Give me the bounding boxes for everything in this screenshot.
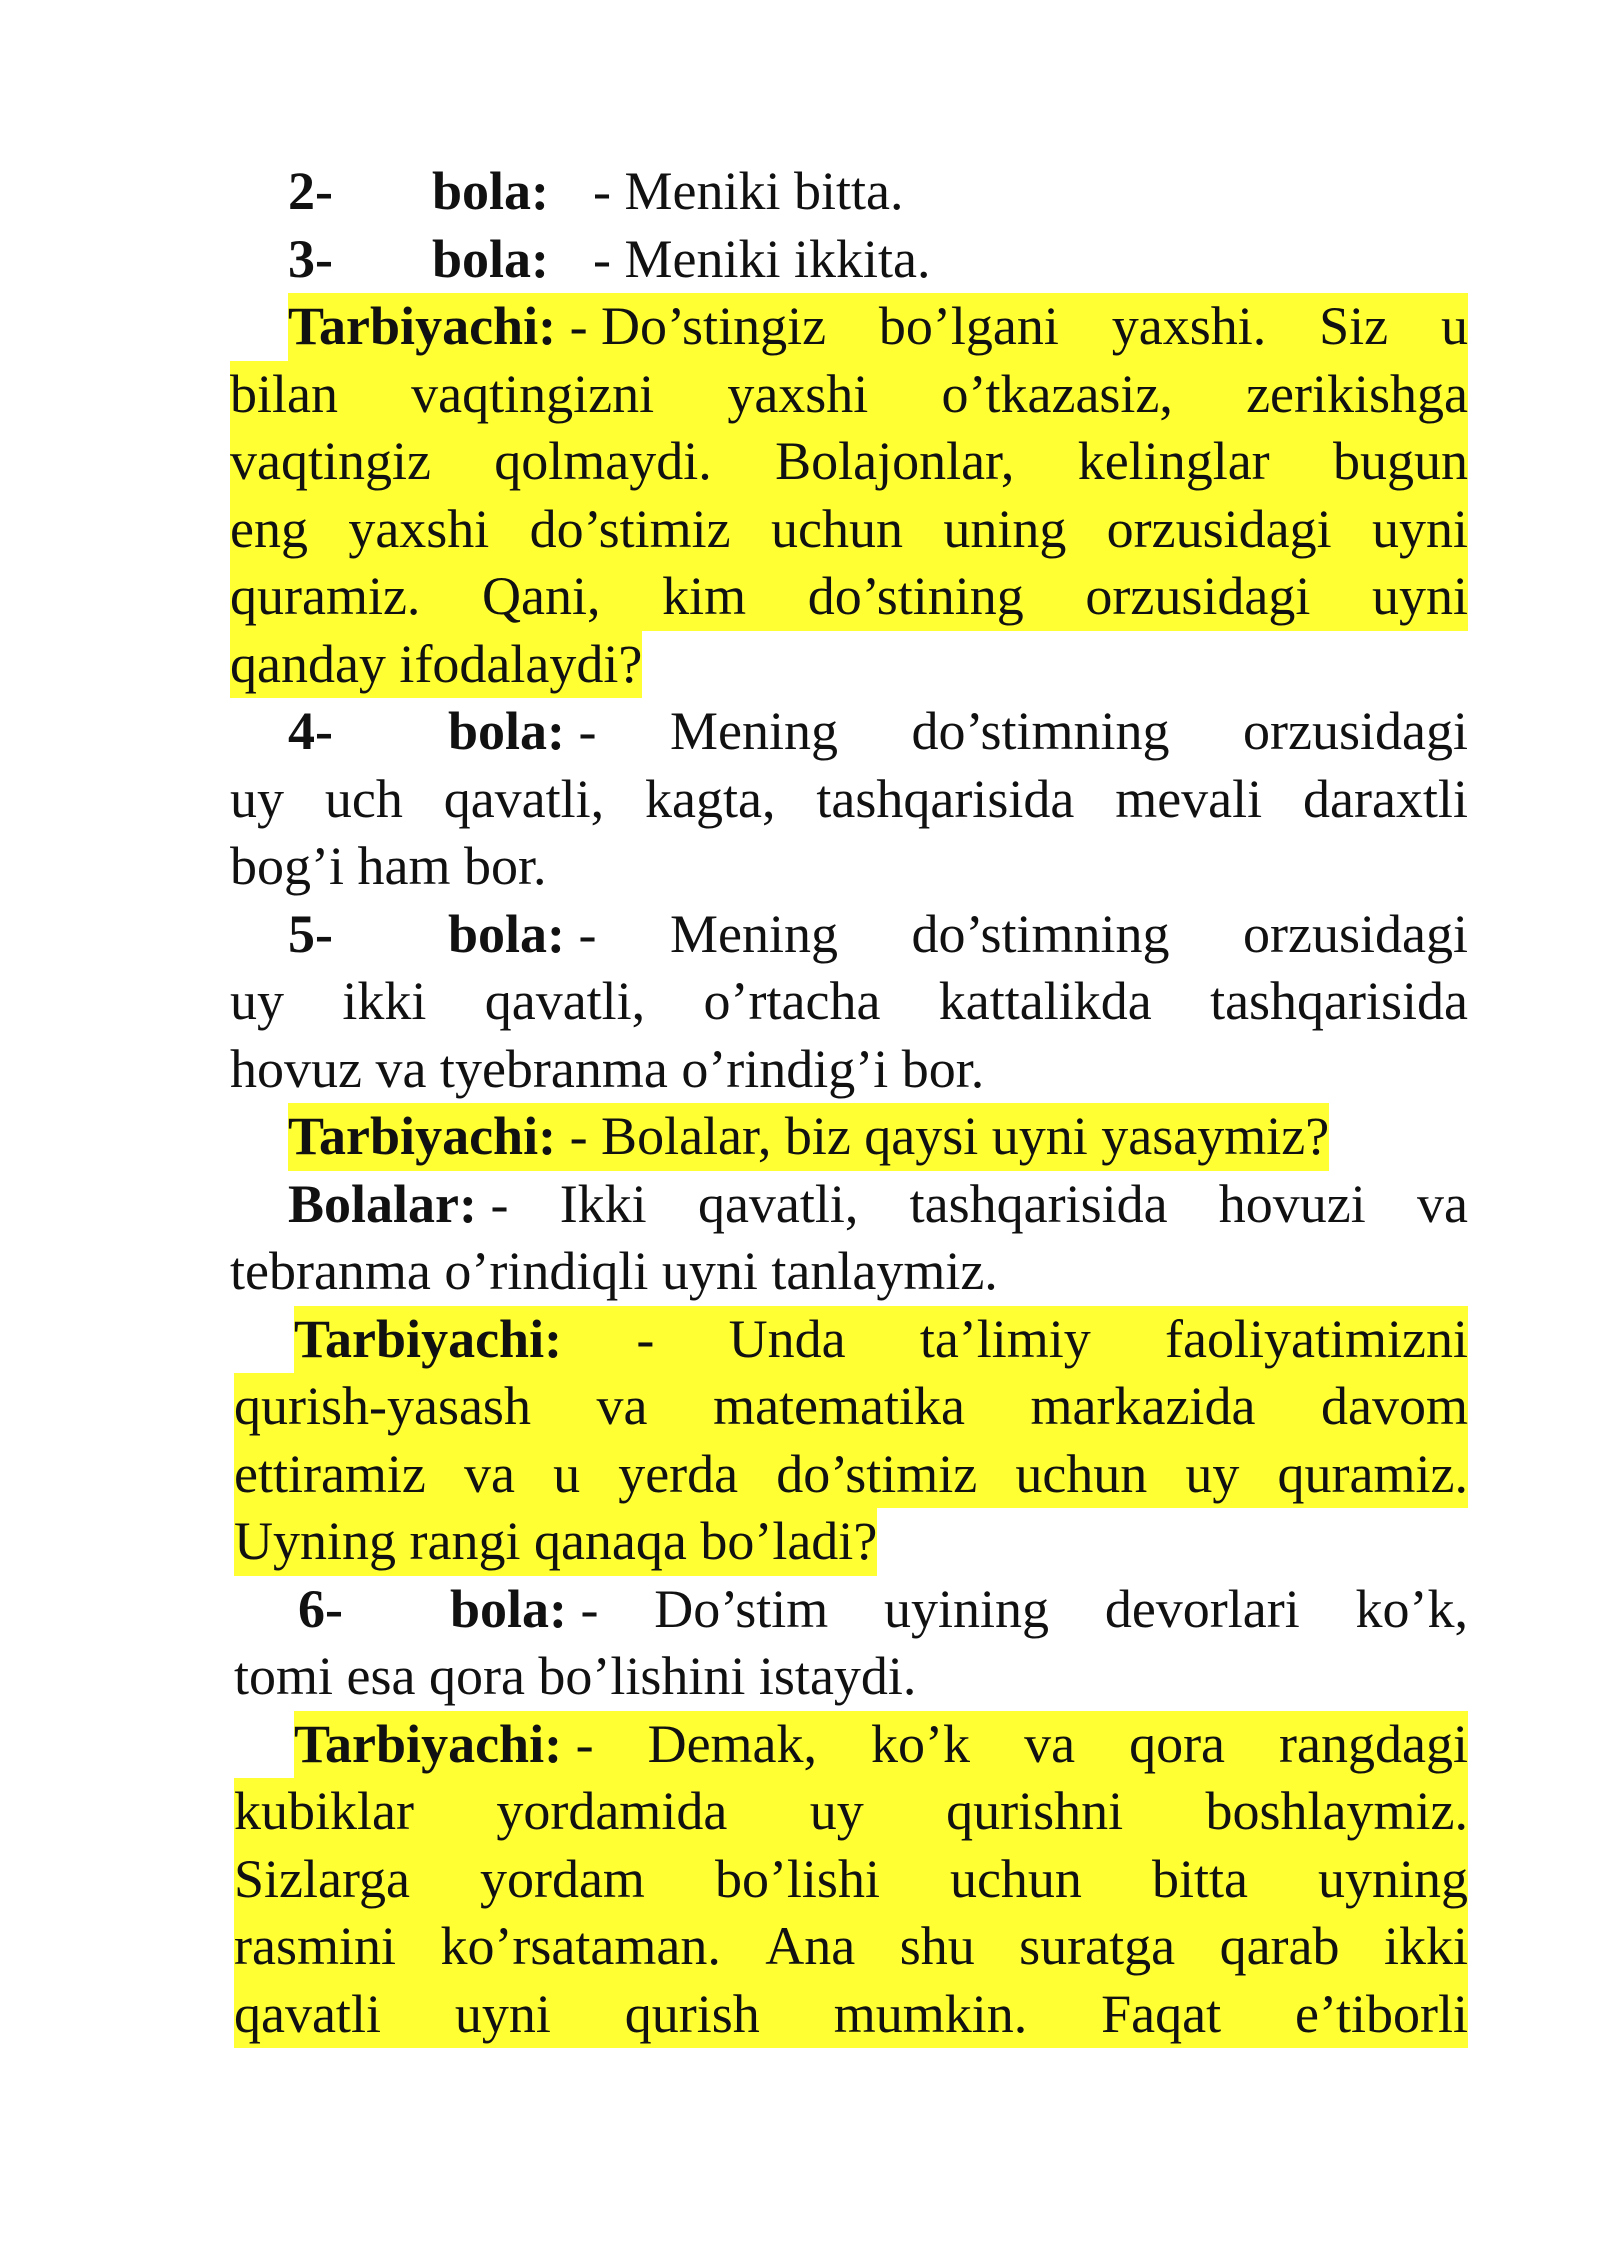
speaker-label: Bolalar: (288, 1173, 477, 1234)
line-teacher-3-2 (234, 1373, 1468, 1441)
dialogue-text: Uyning rangi qanaqa bo’ladi? (234, 1508, 877, 1576)
word: qavatli, (697, 1173, 859, 1234)
line-teacher-3-3 (234, 1441, 1468, 1509)
line-child-5 (230, 901, 1468, 969)
word: - (578, 701, 597, 761)
speaker-label: bola: (432, 161, 550, 221)
word: Bolajonlar, (775, 431, 1015, 491)
word: qolmaydi. (494, 431, 712, 491)
speaker-label: Tarbiyachi: (294, 1713, 563, 1774)
word: uchun (771, 498, 903, 559)
word: bugun (1332, 431, 1468, 491)
word: kagta, (645, 768, 776, 829)
line-teacher-4-5 (234, 1981, 1468, 2049)
word: Do’stim (654, 1578, 829, 1639)
line-children-2 (230, 1238, 1468, 1306)
word: rasmini (234, 1916, 396, 1976)
word: ikki (342, 971, 427, 1031)
word: uy (230, 768, 284, 829)
line-child-4 (230, 698, 1468, 766)
word: uyining (884, 1578, 1050, 1639)
line-teacher-4-3 (234, 1846, 1468, 1914)
line-teacher-4-4 (234, 1913, 1468, 1981)
word: eng (230, 498, 308, 559)
word: bo’lishi (714, 1848, 880, 1909)
word: o’tkazasiz, (941, 363, 1173, 424)
dialogue-text: - Meniki ikkita. (593, 228, 931, 289)
speaker-number: 6- (298, 1578, 343, 1639)
word: Demak, (647, 1713, 818, 1774)
word: orzusidagi (1085, 566, 1311, 626)
speaker-label: bola: (450, 1578, 568, 1639)
line-teacher-3-4 (234, 1508, 1468, 1576)
word: kubiklar (234, 1781, 414, 1841)
word: va (464, 1443, 515, 1504)
word: boshlaymiz. (1205, 1781, 1468, 1841)
word: qavatli, (484, 971, 646, 1031)
line-children (230, 1171, 1468, 1239)
word: rangdagi (1279, 1713, 1468, 1774)
word: Sizlarga (234, 1848, 410, 1909)
word: qurish (624, 1983, 760, 2044)
word: tashqarisida (816, 768, 1075, 829)
word-group (288, 1171, 508, 1239)
word: suratga (1019, 1916, 1176, 1976)
word: Ikki (559, 1173, 647, 1234)
word: Unda (728, 1308, 846, 1369)
word: devorlari (1104, 1578, 1300, 1639)
word: qavatli (234, 1983, 381, 2044)
word-group (294, 1711, 594, 1779)
word-group (298, 1576, 599, 1644)
line-child-5-2 (230, 968, 1468, 1036)
line-teacher-4-2 (234, 1778, 1468, 1846)
line-teacher-3 (294, 1306, 1468, 1374)
word: va (596, 1376, 648, 1436)
line-teacher-4 (294, 1711, 1468, 1779)
word: qavatli, (443, 768, 605, 829)
word: ko’k, (1355, 1578, 1468, 1639)
word: do’stimiz (776, 1443, 978, 1504)
word: uch (324, 768, 403, 829)
word: uchun (949, 1848, 1082, 1909)
word: Mening (670, 903, 839, 964)
speaker-label: Tarbiyachi: (288, 1106, 557, 1166)
line-teacher-1-3 (230, 428, 1468, 496)
speaker-number: 2- (288, 161, 333, 221)
word-group (288, 698, 597, 766)
word: kelinglar (1077, 431, 1270, 491)
word: uyni (1371, 498, 1468, 559)
word: zerikishga (1246, 363, 1468, 424)
word: Siz (1319, 296, 1389, 356)
dialogue-text: - Bolalar, biz qaysi uyni yasaymiz? (569, 1106, 1330, 1166)
line-child-4-3 (230, 833, 1468, 901)
word: va (1417, 1173, 1468, 1234)
document-page (230, 158, 1468, 2048)
word: - (490, 1173, 509, 1234)
word: davom (1320, 1376, 1468, 1436)
word: Qani, (482, 566, 601, 626)
word: uy (1185, 1443, 1240, 1504)
word: - (575, 1713, 594, 1774)
word: quramiz. (1277, 1443, 1468, 1504)
line-child-4-2 (230, 766, 1468, 834)
dialogue-text: qanday ifodalaydi? (230, 631, 642, 699)
word: kim (662, 566, 747, 626)
dialogue-text: bog’i ham bor. (230, 836, 547, 896)
word: qurishni (946, 1781, 1124, 1841)
word: matematika (713, 1376, 965, 1436)
dialogue-text: - Meniki bitta. (593, 161, 904, 221)
line-teacher-1-5 (230, 563, 1468, 631)
word: qora (1129, 1713, 1226, 1774)
word: ko’k (871, 1713, 971, 1774)
speaker-label: bola: (448, 903, 566, 964)
word: bo’lgani (878, 296, 1059, 356)
word: vaqtingiz (230, 431, 431, 491)
word: uchun (1015, 1443, 1148, 1504)
word: yordamida (496, 1781, 728, 1841)
word: uy (230, 971, 284, 1031)
word: tashqarisida (909, 1173, 1168, 1234)
word: o’rtacha (703, 971, 881, 1031)
line-teacher-1-4 (230, 496, 1468, 564)
word: hovuzi (1218, 1173, 1366, 1234)
line-teacher-1 (288, 293, 1468, 361)
word: do’stimning (911, 701, 1170, 761)
speaker-label: Tarbiyachi: (294, 1308, 563, 1369)
word: qurish-yasash (234, 1376, 531, 1436)
speaker-label: bola: (432, 228, 550, 289)
word-group (288, 901, 597, 969)
word: do’stining (807, 566, 1024, 626)
line-teacher-2 (230, 1103, 1468, 1171)
word: va (1024, 1713, 1076, 1774)
word: ko’rsataman. (440, 1916, 721, 1976)
word: Mening (670, 701, 839, 761)
word-group (288, 1103, 1329, 1171)
word: uning (943, 498, 1067, 559)
dialogue-text: tomi esa qora bo’lishini istaydi. (234, 1646, 917, 1706)
word: vaqtingizni (411, 363, 655, 424)
line-child-2 (230, 158, 1468, 226)
word: Faqat (1101, 1983, 1222, 2044)
word: uyni (1371, 566, 1468, 626)
word: mumkin. (833, 1983, 1028, 2044)
word: mevali (1115, 768, 1263, 829)
word: - (578, 903, 597, 964)
line-teacher-1-6 (230, 631, 1468, 699)
word: yaxshi (348, 498, 490, 559)
word: - Do’stingiz (569, 296, 827, 356)
word: orzusidagi (1243, 903, 1468, 964)
word: do’stimiz (529, 498, 731, 559)
speaker-number: 3- (288, 228, 333, 289)
word: - (580, 1578, 599, 1639)
speaker-number: 4- (288, 701, 333, 761)
word: orzusidagi (1243, 701, 1468, 761)
speaker-number: 5- (288, 903, 333, 964)
word: yerda (618, 1443, 739, 1504)
word: kattalikda (938, 971, 1152, 1031)
line-child-6-2 (234, 1643, 1468, 1711)
word: uyning (1317, 1848, 1468, 1909)
speaker-label: bola: (448, 701, 566, 761)
line-child-3 (230, 226, 1468, 294)
word: - (636, 1308, 655, 1369)
word: Ana (765, 1916, 856, 1976)
word-group (288, 293, 826, 361)
word: ettiramiz (234, 1443, 426, 1504)
word: yaxshi. (1111, 296, 1267, 356)
word: uyni (454, 1983, 551, 2044)
word: yaxshi (727, 363, 869, 424)
line-child-5-3 (230, 1036, 1468, 1104)
word: shu (899, 1916, 975, 1976)
line-child-6 (234, 1576, 1468, 1644)
word: ta’limiy (919, 1308, 1091, 1369)
dialogue-text: tebranma o’rindiqli uyni tanlaymiz. (230, 1241, 998, 1301)
word: e’tiborli (1295, 1983, 1468, 2044)
word: tashqarisida (1210, 971, 1468, 1031)
word: u (553, 1443, 581, 1504)
word: do’stimning (911, 903, 1170, 964)
word-group (294, 1306, 562, 1374)
word: daraxtli (1303, 768, 1468, 829)
dialogue-text: hovuz va tyebranma o’rindig’i bor. (230, 1038, 985, 1099)
word: qarab (1219, 1916, 1340, 1976)
word: markazida (1030, 1376, 1256, 1436)
word: uy (809, 1781, 864, 1841)
word: bitta (1151, 1848, 1248, 1909)
word: quramiz. (230, 566, 421, 626)
word: u (1440, 296, 1468, 356)
word: bilan (230, 363, 338, 424)
line-teacher-1-2 (230, 361, 1468, 429)
word: ikki (1383, 1916, 1468, 1976)
word: faoliyatimizni (1165, 1308, 1468, 1369)
speaker-label: Tarbiyachi: (288, 296, 557, 356)
word: orzusidagi (1106, 498, 1332, 559)
word: yordam (479, 1848, 645, 1909)
